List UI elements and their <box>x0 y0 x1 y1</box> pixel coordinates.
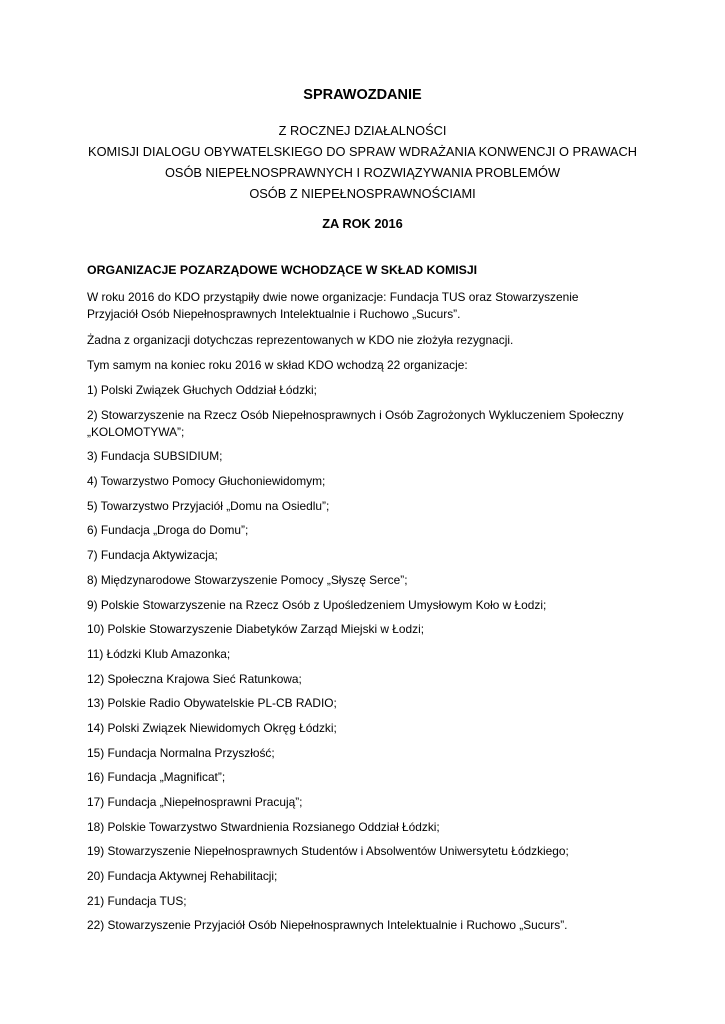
organization-name-line: 11) Łódzki Klub Amazonka; <box>87 646 231 661</box>
organization-list-item <box>87 794 647 811</box>
subtitle-line: KOMISJI DIALOGU OBYWATELSKIEGO DO SPRAW WDRAŻANIA KONWENCJI O PRAWACH <box>88 144 637 159</box>
organization-list-item <box>87 671 647 688</box>
organization-list-item <box>87 522 647 539</box>
organization-list-item <box>87 621 647 638</box>
organization-name-line: 19) Stowarzyszenie Niepełnosprawnych Studentów i Absolwentów Uniwersytetu Łódzkiego; <box>87 844 569 859</box>
report-year: ZA ROK 2016 <box>322 216 403 231</box>
organization-list-item <box>87 893 647 910</box>
organization-list-item <box>87 868 647 885</box>
organization-name-line: 22) Stowarzyszenie Przyjaciół Osób Niepełnosprawnych Intelektualnie i Ruchowo „Sucurs”. <box>87 918 568 933</box>
organization-list-item <box>87 448 647 465</box>
organization-list-item <box>87 547 647 564</box>
organization-name-line: 2) Stowarzyszenie na Rzecz Osób Niepełnosprawnych i Osób Zagrożonych Wykluczeniem Społeczny <box>87 407 624 422</box>
document-title: SPRAWOZDANIE <box>303 87 422 103</box>
organization-name-line: 6) Fundacja „Droga do Domu”; <box>87 523 249 538</box>
organization-name-line: 13) Polskie Radio Obywatelskie PL-CB RADIO; <box>87 696 337 711</box>
section-heading: ORGANIZACJE POZARZĄDOWE WCHODZĄCE W SKŁAD KOMISJI <box>87 263 478 277</box>
organization-name-line: 4) Towarzystwo Pomocy Głuchoniewidomym; <box>87 474 326 489</box>
organization-name-line: 1) Polski Związek Głuchych Oddział Łódzki; <box>87 383 317 397</box>
organization-list-item <box>87 572 647 589</box>
organization-list-item <box>87 473 647 490</box>
organization-name-line: 8) Międzynarodowe Stowarzyszenie Pomocy „Słyszę Serce”; <box>87 572 408 587</box>
organization-name-line: 7) Fundacja Aktywizacja; <box>87 548 218 563</box>
organization-list-item <box>87 745 647 762</box>
organization-name-line: 15) Fundacja Normalna Przyszłość; <box>87 745 275 760</box>
organization-name-line: 21) Fundacja TUS; <box>87 893 187 908</box>
organization-name-line: 18) Polskie Towarzystwo Stwardnienia Rozsianego Oddział Łódzki; <box>87 819 440 834</box>
organization-list-item <box>87 917 647 934</box>
organization-name-line: 3) Fundacja SUBSIDIUM; <box>87 449 223 464</box>
subtitle-line: OSÓB NIEPEŁNOSPRAWNYCH I ROZWIĄZYWANIA PROBLEMÓW <box>164 165 561 180</box>
organization-name-line: 14) Polski Związek Niewidomych Okręg Łódzki; <box>87 720 337 735</box>
organization-list-item <box>87 597 647 614</box>
organization-list <box>87 382 647 942</box>
organization-name-line: 17) Fundacja „Niepełnosprawni Pracują”; <box>87 795 303 809</box>
organization-list-item <box>87 695 647 712</box>
organization-list-item <box>87 843 647 860</box>
paragraph-summary: Tym samym na koniec roku 2016 w skład KDO wchodzą 22 organizacje: <box>87 358 468 372</box>
organization-list-item <box>87 498 647 515</box>
organization-name-line: 12) Społeczna Krajowa Sieć Ratunkowa; <box>87 671 302 686</box>
organization-list-item <box>87 769 647 786</box>
paragraph-line: W roku 2016 do KDO przystąpiły dwie nowe organizacje: Fundacja TUS oraz Stowarzyszenie <box>87 290 579 304</box>
organization-list-item <box>87 720 647 737</box>
organization-list-item <box>87 646 647 663</box>
organization-name-line: 9) Polskie Stowarzyszenie na Rzecz Osób z Upośledzeniem Umysłowym Koło w Łodzi; <box>87 597 547 612</box>
organization-name-line: 10) Polskie Stowarzyszenie Diabetyków Zarząd Miejski w Łodzi; <box>87 622 425 637</box>
subtitle-line: Z ROCZNEJ DZIAŁALNOŚCI <box>278 123 447 138</box>
organization-name-line: 5) Towarzystwo Przyjaciół „Domu na Osiedlu”; <box>87 498 330 513</box>
organization-list-item <box>87 407 647 441</box>
paragraph-line: Przyjaciół Osób Niepełnosprawnych Intelektualnie i Ruchowo „Sucurs”. <box>87 307 461 321</box>
organization-name-line: „KOLOMOTYWA”; <box>87 424 185 439</box>
organization-list-item <box>87 819 647 836</box>
organization-list-item <box>87 382 647 399</box>
organization-name-line: 16) Fundacja „Magnificat”; <box>87 770 226 785</box>
subtitle-line: OSÓB Z NIEPEŁNOSPRAWNOŚCIAMI <box>249 186 476 201</box>
paragraph-resignations: Żadna z organizacji dotychczas reprezentowanych w KDO nie złożyła rezygnacji. <box>87 333 514 347</box>
organization-name-line: 20) Fundacja Aktywnej Rehabilitacji; <box>87 869 278 884</box>
